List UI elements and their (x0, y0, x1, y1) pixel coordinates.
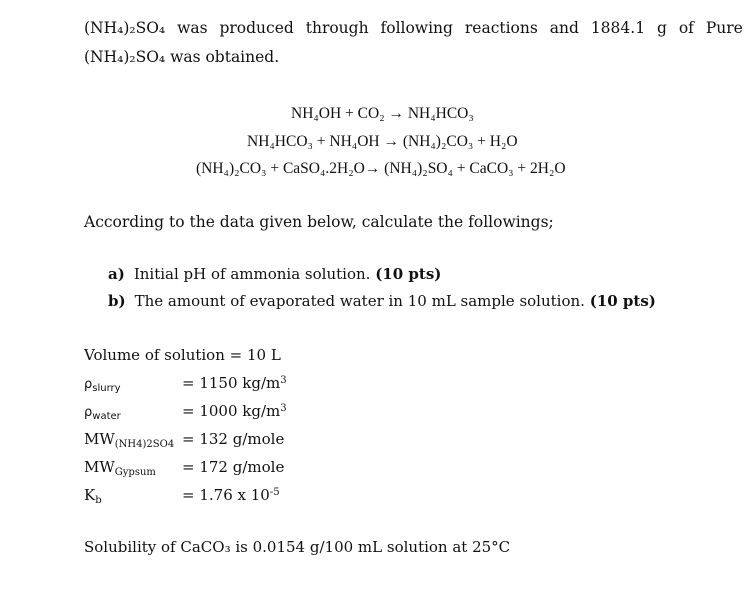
kb-label: $K_b$ (84, 486, 102, 506)
mw-ammonium-sulfate-label: $MW_{(NH4)2SO4}$ (84, 430, 175, 450)
kb-value: = 1.76 x $10^{-5}$ (182, 486, 280, 504)
reaction-3: (NH₄)₂CO₃ + CaSO₄.2H₂O→ (NH₄)₂SO₄ + CaCO₃ + 2H₂O (196, 160, 566, 177)
question-a (108, 265, 441, 283)
question-a-points: (10 pts) (375, 265, 442, 283)
question-b (108, 292, 656, 310)
intro-line-1: (NH₄)₂SO₄ was produced through following reactions and 1884.1 g of Pure (84, 19, 743, 37)
question-b-text: The amount of evaporated water in 10 mL sample solution. (134, 292, 585, 310)
solubility-note: Solubility of CaCO₃ is 0.0154 g/100 mL solution at 25°C (84, 538, 511, 556)
question-b-points: (10 pts) (589, 292, 656, 310)
reaction-1: NH₄OH + CO₂ → NH₄HCO₃ (291, 105, 474, 122)
intro-line-2: (NH₄)₂SO₄ was obtained. (84, 48, 280, 66)
mw-gypsum-label: $MW_{Gypsum}$ (84, 458, 156, 478)
instruction-text: According to the data given below, calculate the followings; (84, 213, 554, 231)
rho-water-value: = 1000 $kg/m^3$ (182, 402, 287, 420)
reaction-2: NH₄HCO₃ + NH₄OH → (NH₄)₂CO₃ + H₂O (247, 133, 518, 150)
rho-slurry-value: = 1150 $kg/m^3$ (182, 374, 287, 392)
rho-water-label: $\rho_{water}$ (84, 405, 121, 422)
question-a-letter: a) (108, 265, 125, 283)
question-a-text: Initial pH of ammonia solution. (133, 265, 371, 283)
volume-row: Volume of solution = 10 L (84, 346, 281, 364)
mw-ammonium-sulfate-value: = 132 g/mole (182, 430, 285, 448)
rho-slurry-label: $\rho_{slurry}$ (84, 377, 121, 394)
question-b-letter: b) (108, 292, 126, 310)
mw-gypsum-value: = 172 g/mole (182, 458, 285, 476)
